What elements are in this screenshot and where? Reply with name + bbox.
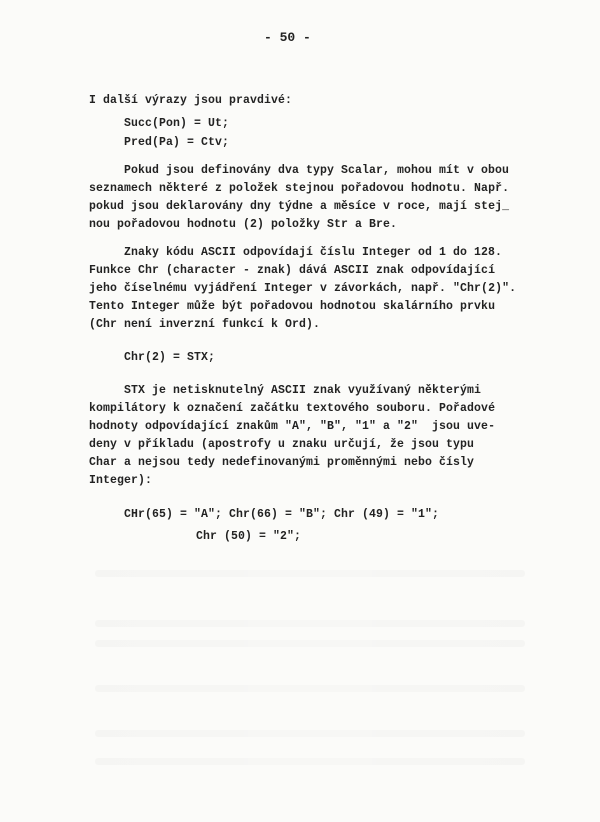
paragraph-line: seznamech některé z položek stejnou pořadovou hodnotu. Např. <box>89 182 510 195</box>
page-number: - 50 - <box>264 30 311 45</box>
paragraph-line: hodnoty odpovídající znakům "A", "B", "1" a "2" jsou uve- <box>89 420 496 433</box>
bleed-through-mark <box>95 758 525 765</box>
paragraph-line: STX je netisknutelný ASCII znak využívaný některými <box>124 384 482 397</box>
bleed-through-mark <box>95 640 525 647</box>
paragraph-line: nou pořadovou hodnotu (2) položky Str a Bre. <box>89 218 398 231</box>
bleed-through-mark <box>95 570 525 577</box>
paragraph-line: Pokud jsou definovány dva typy Scalar, mohou mít v obou <box>124 164 510 177</box>
bleed-through-mark <box>95 730 525 737</box>
code-line: Pred(Pa) = Ctv; <box>124 136 230 149</box>
code-line: Chr(2) = STX; <box>124 351 216 364</box>
bleed-through-mark <box>95 620 525 627</box>
paragraph-line: Char a nejsou tedy nedefinovanými proměnnými nebo čísly <box>89 456 475 469</box>
paragraph-line: kompilátory k označení začátku textového souboru. Pořadové <box>89 402 496 415</box>
paragraph-line: jeho číselnému vyjádření Integer v závorkách, např. "Chr(2)". <box>89 282 517 295</box>
paragraph-line: pokud jsou deklarovány dny týdne a měsíce v roce, mají stej_ <box>89 200 510 213</box>
bleed-through-mark <box>95 685 525 692</box>
paragraph-line: Integer): <box>89 474 153 487</box>
paragraph-line: Funkce Chr (character - znak) dává ASCII znak odpovídající <box>89 264 496 277</box>
paragraph-line: Znaky kódu ASCII odpovídají číslu Integer od 1 do 128. <box>124 246 503 259</box>
paragraph-line: (Chr není inverzní funkcí k Ord). <box>89 318 321 331</box>
intro-line: I další výrazy jsou pravdivé: <box>89 94 293 107</box>
paragraph-line: deny v příkladu (apostrofy u znaku určují, že jsou typu <box>89 438 475 451</box>
code-line: Succ(Pon) = Ut; <box>124 117 230 130</box>
code-line: Chr (50) = "2"; <box>196 530 302 543</box>
code-line: CHr(65) = "A"; Chr(66) = "B"; Chr (49) = "1"; <box>124 508 440 521</box>
paragraph-line: Tento Integer může být pořadovou hodnotou skalárního prvku <box>89 300 496 313</box>
